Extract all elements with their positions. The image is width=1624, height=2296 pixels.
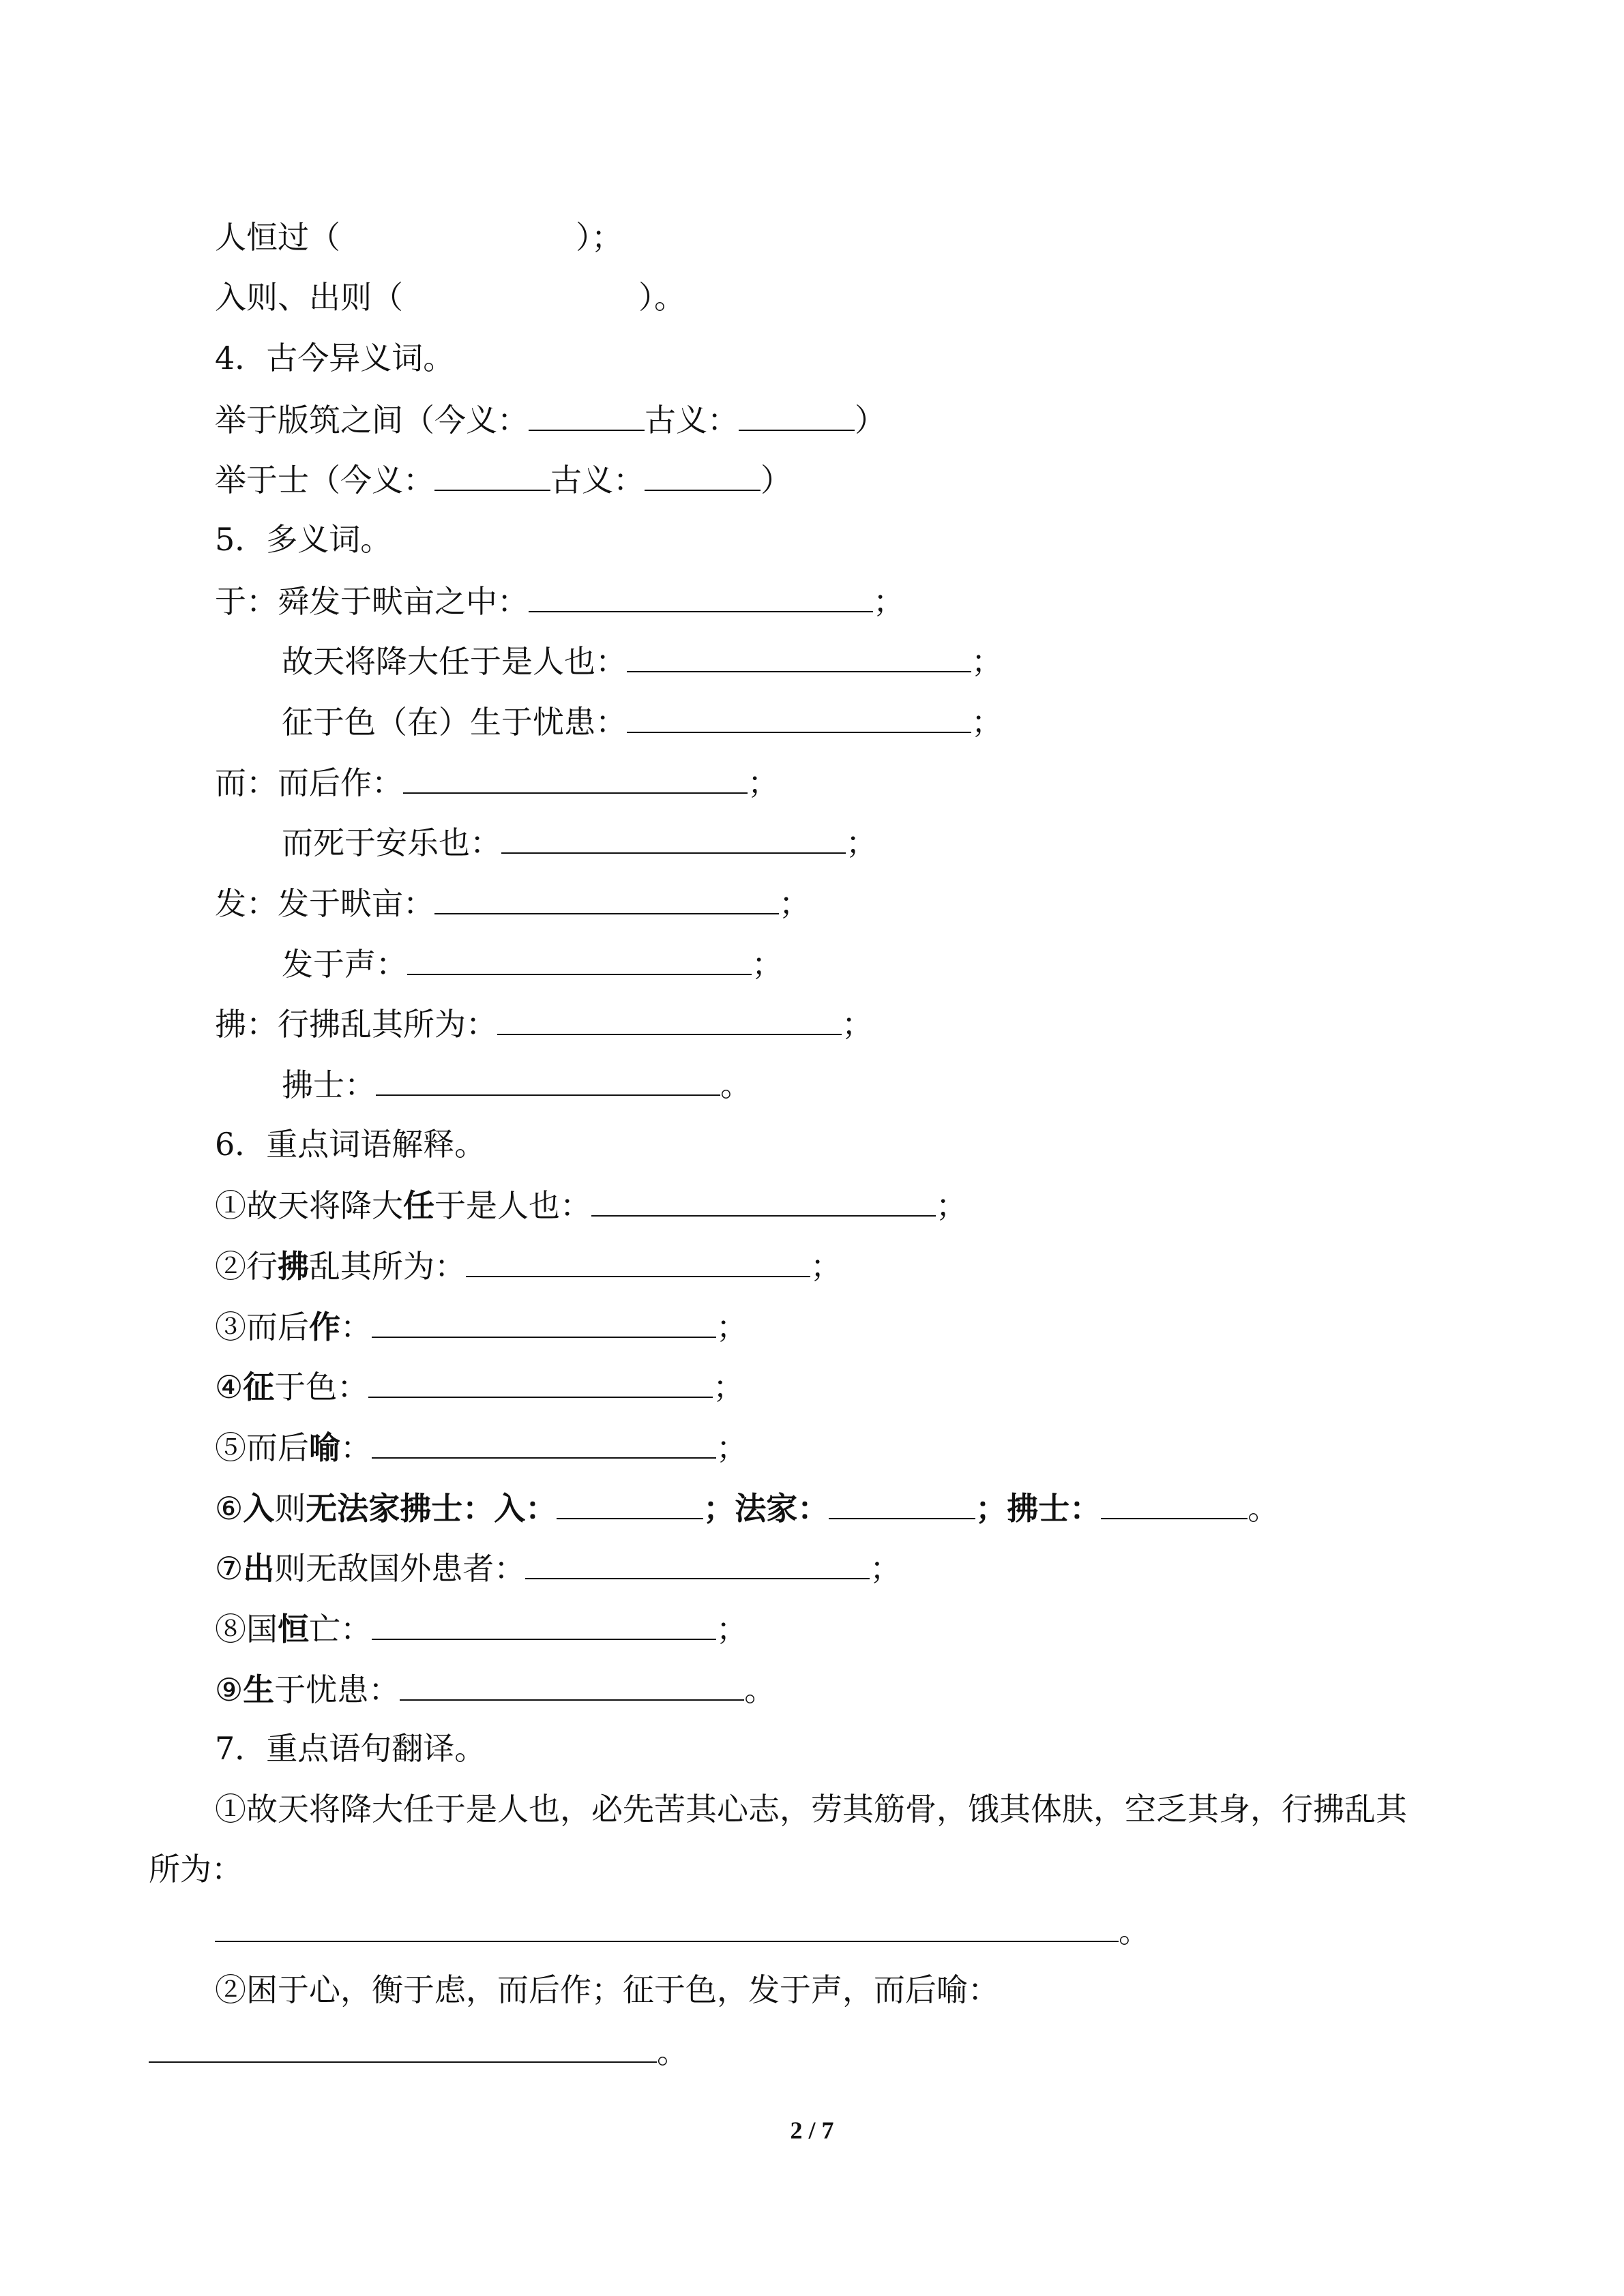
text: 古义： xyxy=(645,402,739,438)
answer-blank[interactable] xyxy=(501,821,846,854)
answer-blank[interactable] xyxy=(403,761,748,794)
key-word: 入 xyxy=(243,1490,275,1527)
text: 。 xyxy=(1119,1913,1150,1950)
text: ）； xyxy=(576,219,623,256)
text: ②行 xyxy=(215,1248,278,1285)
text: 。 xyxy=(744,1671,776,1708)
page-number: 2 / 7 xyxy=(790,2117,834,2144)
key-word: 生 xyxy=(243,1671,275,1708)
text: ； xyxy=(971,643,1003,680)
answer-blank[interactable] xyxy=(627,640,971,672)
key-word: 出 xyxy=(243,1550,275,1587)
text: ； xyxy=(752,946,783,983)
text: 。 xyxy=(1247,1490,1280,1527)
text: 入则、出则（ xyxy=(215,279,403,316)
text: ； xyxy=(971,704,1003,741)
key-word: 征 xyxy=(243,1369,275,1405)
text: 。 xyxy=(720,1067,752,1103)
key-word: 无法家拂士：入： xyxy=(306,1490,557,1527)
answer-blank[interactable] xyxy=(466,1244,810,1277)
text: 举于版筑之间（今义： xyxy=(215,402,529,438)
text: 。 xyxy=(657,2033,688,2070)
text: ； xyxy=(748,764,779,801)
answer-blank[interactable] xyxy=(149,2030,657,2063)
answer-blank[interactable] xyxy=(434,882,779,914)
text: 发于声： xyxy=(282,946,407,983)
answer-blank[interactable] xyxy=(407,942,752,975)
question-6 xyxy=(215,1487,1279,1529)
text: ； xyxy=(779,885,810,922)
text: ； xyxy=(846,824,877,861)
text: 举于士（今义： xyxy=(215,462,434,498)
line-fa-2 xyxy=(282,942,783,985)
text: ④ xyxy=(215,1369,243,1405)
key-word: ；拂士： xyxy=(975,1490,1102,1527)
text: ⑥ xyxy=(215,1490,243,1527)
answer-blank[interactable] xyxy=(591,1184,936,1217)
text: ）。 xyxy=(638,279,685,316)
text: 于：舜发于畎亩之中： xyxy=(215,583,529,620)
text: ： xyxy=(340,1429,372,1466)
text: 人恒过（ xyxy=(215,219,340,256)
answer-blank[interactable] xyxy=(372,1426,716,1459)
line-er-2 xyxy=(282,821,877,863)
line-er-1 xyxy=(215,761,779,803)
translation-2-line-1: ②困于心，衡于虑，而后作；征于色，发于声，而后喻： xyxy=(215,1971,999,2008)
line-bi-2 xyxy=(282,1063,752,1105)
answer-blank[interactable] xyxy=(368,1365,713,1398)
line-yu-3 xyxy=(282,700,1003,743)
translation-1-line-1: ①故天将降大任于是人也，必先苦其心志，劳其筋骨，饿其体肤，空乏其身，行拂乱其 xyxy=(215,1791,1407,1828)
line-yu-2 xyxy=(282,640,1003,682)
answer-blank[interactable] xyxy=(400,1668,744,1701)
answer-blank[interactable] xyxy=(497,1002,842,1035)
text: ⑨ xyxy=(215,1671,243,1708)
text: ⑦ xyxy=(215,1550,243,1587)
text: 亡： xyxy=(309,1611,372,1648)
text: ； xyxy=(713,1369,745,1405)
line-bi-1 xyxy=(215,1002,873,1045)
key-word: 任 xyxy=(403,1187,434,1224)
line-ru-ze-chu-ze xyxy=(215,277,685,318)
text: ； xyxy=(716,1611,748,1648)
text: 拂士： xyxy=(282,1067,376,1103)
text: 古义： xyxy=(550,462,645,498)
question-2 xyxy=(215,1244,842,1287)
text: ； xyxy=(810,1248,842,1285)
translation-2-answer xyxy=(149,2030,688,2072)
heading-6: 6．重点词语解释。 xyxy=(215,1126,486,1163)
text: ： xyxy=(340,1309,372,1345)
answer-blank[interactable] xyxy=(215,1909,1119,1942)
key-word: 恒 xyxy=(278,1611,309,1648)
question-3 xyxy=(215,1305,748,1347)
question-8 xyxy=(215,1607,748,1650)
text: 发：发于畎亩： xyxy=(215,885,434,922)
text: 征于色（在）生于忧患： xyxy=(282,704,627,741)
key-word: 拂 xyxy=(278,1248,309,1285)
text: ； xyxy=(716,1309,748,1345)
translation-1-line-2: 所为： xyxy=(149,1851,243,1888)
translation-1-answer xyxy=(215,1909,1150,1952)
text: 拂：行拂乱其所为： xyxy=(215,1006,497,1043)
answer-blank[interactable] xyxy=(529,398,645,431)
question-5 xyxy=(215,1426,748,1468)
text: ⑤而后 xyxy=(215,1429,309,1466)
answer-blank[interactable] xyxy=(372,1305,716,1338)
text: ； xyxy=(716,1429,748,1466)
line-fa-1 xyxy=(215,882,810,924)
answer-blank[interactable] xyxy=(645,458,761,491)
answer-blank[interactable] xyxy=(529,580,873,612)
line-yu-1 xyxy=(215,580,904,622)
answer-blank[interactable] xyxy=(434,458,550,491)
text: 则 xyxy=(274,1490,306,1527)
answer-blank[interactable] xyxy=(739,398,855,431)
text: 于是人也： xyxy=(434,1187,591,1224)
text: 于色： xyxy=(274,1369,369,1405)
question-4 xyxy=(215,1365,744,1407)
text: ； xyxy=(842,1006,873,1043)
answer-blank[interactable] xyxy=(829,1487,975,1519)
text: ； xyxy=(873,583,904,620)
answer-blank[interactable] xyxy=(1101,1487,1247,1519)
line-gu-jin-1 xyxy=(215,398,886,441)
answer-blank[interactable] xyxy=(525,1547,870,1579)
text: 则无敌国外患者： xyxy=(274,1550,526,1587)
text: ③而后 xyxy=(215,1309,309,1345)
heading-5: 5．多义词。 xyxy=(215,521,392,558)
text: ） xyxy=(761,462,792,498)
answer-blank[interactable] xyxy=(557,1487,703,1519)
text: ） xyxy=(855,402,886,438)
heading-4: 4．古今异义词。 xyxy=(215,340,455,376)
text: 故天将降大任于是人也： xyxy=(282,643,627,680)
text: 而死于安乐也： xyxy=(282,824,501,861)
key-word: 喻 xyxy=(309,1429,340,1466)
question-9 xyxy=(215,1668,776,1710)
text: 乱其所为： xyxy=(309,1248,466,1285)
text: 而：而后作： xyxy=(215,764,403,801)
text: 于忧患： xyxy=(274,1671,400,1708)
answer-blank[interactable] xyxy=(372,1607,716,1640)
question-1 xyxy=(215,1184,967,1226)
text: ； xyxy=(936,1187,967,1224)
key-word: ；法家： xyxy=(703,1490,829,1527)
key-word: 作 xyxy=(309,1309,340,1345)
answer-blank[interactable] xyxy=(627,700,971,733)
answer-blank[interactable] xyxy=(376,1063,720,1096)
heading-7: 7．重点语句翻译。 xyxy=(215,1730,486,1767)
line-gu-jin-2 xyxy=(215,458,792,501)
question-7 xyxy=(215,1547,901,1589)
text: ⑧国 xyxy=(215,1611,278,1648)
line-ren-heng-guo xyxy=(215,217,623,258)
text: ； xyxy=(870,1550,902,1587)
text: ①故天将降大 xyxy=(215,1187,403,1224)
